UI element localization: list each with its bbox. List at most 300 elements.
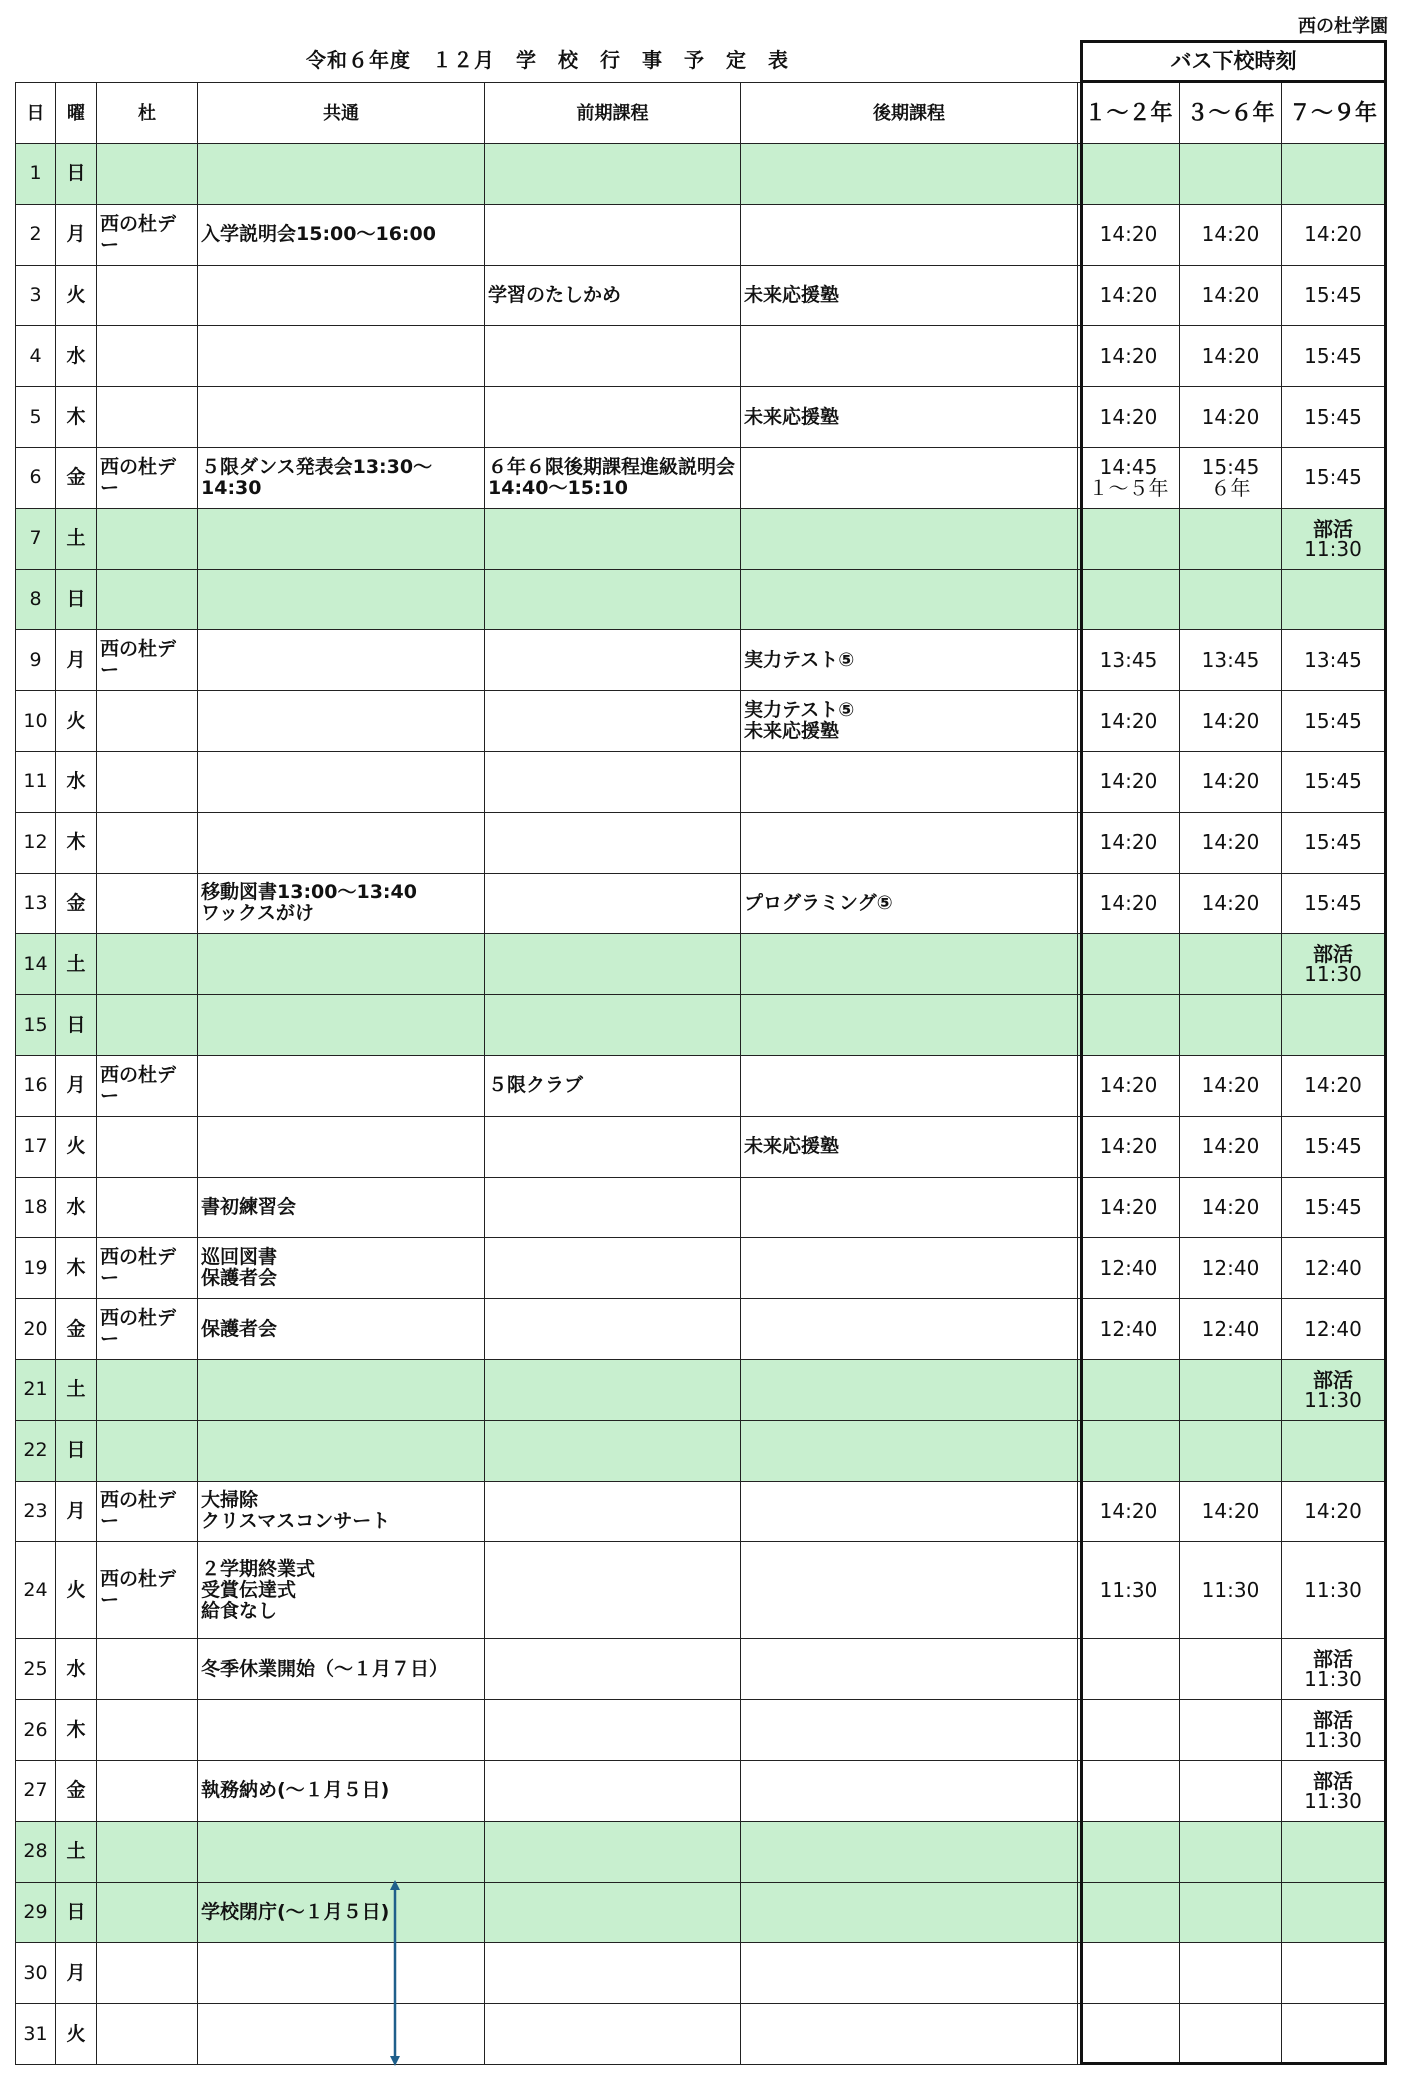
bus12-cell: 12:40 [1078,1238,1180,1299]
early-cell: ５限クラブ [485,1055,741,1116]
early-cell [485,691,741,752]
common-cell: 移動図書13:00～13:40 ワックスがけ [198,873,485,934]
bus79-cell: 15:45 [1282,447,1385,508]
late-cell [741,812,1078,873]
bus79-cell: 部活 11:30 [1282,934,1385,995]
table-row [16,1177,1385,1238]
bus79-cell: 13:45 [1282,630,1385,691]
day-cell: 28 [16,1821,56,1882]
common-cell: 大掃除 クリスマスコンサート [198,1481,485,1542]
early-cell [485,1639,741,1700]
early-cell [485,934,741,995]
mori-cell: 西の杜デー [97,1299,198,1360]
common-cell [198,1821,485,1882]
common-cell [198,508,485,569]
common-cell [198,144,485,205]
early-cell [485,1116,741,1177]
late-cell [741,144,1078,205]
common-cell [198,630,485,691]
bus36-cell: 14:20 [1180,387,1282,448]
bus36-cell: 12:40 [1180,1299,1282,1360]
mori-cell [97,326,198,387]
bus12-cell: 14:20 [1078,1116,1180,1177]
bus12-cell [1078,1760,1180,1821]
early-cell [485,508,741,569]
weekday-cell: 水 [56,1639,97,1700]
bus79-cell: 12:40 [1282,1238,1385,1299]
early-cell [485,1882,741,1943]
col-bus36-header: ３～６年 [1180,83,1282,144]
common-cell: ５限ダンス発表会13:30～14:30 [198,447,485,508]
early-cell [485,2004,741,2065]
col-mori-header: 杜 [97,83,198,144]
mori-cell [97,1116,198,1177]
late-cell [741,1359,1078,1420]
table-row [16,1760,1385,1821]
late-cell [741,995,1078,1056]
late-cell: プログラミング⑤ [741,873,1078,934]
weekday-cell: 火 [56,2004,97,2065]
bus36-cell: 14:20 [1180,1481,1282,1542]
mori-cell [97,1760,198,1821]
weekday-cell: 火 [56,265,97,326]
late-cell [741,447,1078,508]
bus36-cell: 14:20 [1180,873,1282,934]
table-row [16,326,1385,387]
bus12-cell [1078,569,1180,630]
bus79-cell [1282,995,1385,1056]
bus36-cell: 11:30 [1180,1542,1282,1639]
common-cell [198,1359,485,1420]
bus79-cell: 15:45 [1282,265,1385,326]
col-weekday-header: 曜 [56,83,97,144]
weekday-cell: 水 [56,326,97,387]
bus36-cell [1180,1639,1282,1700]
weekday-cell: 金 [56,1299,97,1360]
table-row [16,204,1385,265]
bus36-cell: 14:20 [1180,1055,1282,1116]
bus79-cell: 15:45 [1282,873,1385,934]
early-cell [485,1238,741,1299]
bus36-cell: 12:40 [1180,1238,1282,1299]
mori-cell [97,934,198,995]
day-cell: 26 [16,1700,56,1761]
day-cell: 12 [16,812,56,873]
late-cell [741,1420,1078,1481]
bus12-cell [1078,1639,1180,1700]
day-cell: 5 [16,387,56,448]
col-bus12-header: １～２年 [1078,83,1180,144]
late-cell: 実力テスト⑤ 未来応援塾 [741,691,1078,752]
bus36-cell: 14:20 [1180,326,1282,387]
bus36-cell [1180,1943,1282,2004]
early-cell [485,1177,741,1238]
day-cell: 8 [16,569,56,630]
weekday-cell: 火 [56,1116,97,1177]
early-cell [485,873,741,934]
late-cell [741,1055,1078,1116]
bus79-cell: 15:45 [1282,751,1385,812]
early-cell [485,1359,741,1420]
early-cell [485,995,741,1056]
bus36-cell: 13:45 [1180,630,1282,691]
bus79-cell [1282,144,1385,205]
bus36-cell [1180,1700,1282,1761]
table-row [16,751,1385,812]
bus79-cell: 部活 11:30 [1282,1359,1385,1420]
bus36-cell [1180,1821,1282,1882]
common-cell: 巡回図書 保護者会 [198,1238,485,1299]
day-cell: 29 [16,1882,56,1943]
mori-cell [97,751,198,812]
weekday-cell: 月 [56,204,97,265]
late-cell: 未来応援塾 [741,387,1078,448]
mori-cell [97,2004,198,2065]
day-cell: 2 [16,204,56,265]
late-cell [741,1238,1078,1299]
bus12-cell: 14:20 [1078,265,1180,326]
common-cell: ２学期終業式 受賞伝達式 給食なし [198,1542,485,1639]
table-row [16,1821,1385,1882]
common-cell: 保護者会 [198,1299,485,1360]
bus12-cell [1078,1700,1180,1761]
bus12-cell: 11:30 [1078,1542,1180,1639]
bus12-cell [1078,2004,1180,2065]
weekday-cell: 水 [56,751,97,812]
table-row [16,1359,1385,1420]
day-cell: 30 [16,1943,56,2004]
table-row [16,630,1385,691]
late-cell [741,1299,1078,1360]
early-cell [485,1542,741,1639]
early-cell [485,630,741,691]
bus79-cell [1282,1420,1385,1481]
bus12-cell: 14:20 [1078,1055,1180,1116]
day-cell: 15 [16,995,56,1056]
table-row [16,1542,1385,1639]
col-bus79-header: ７～９年 [1282,83,1385,144]
late-cell [741,1700,1078,1761]
bus12-cell [1078,1420,1180,1481]
bus79-cell: 12:40 [1282,1299,1385,1360]
table-row [16,934,1385,995]
bus12-cell [1078,995,1180,1056]
table-row [16,1238,1385,1299]
weekday-cell: 水 [56,1177,97,1238]
header-row [16,83,1385,144]
bus12-cell: 14:20 [1078,1177,1180,1238]
weekday-cell: 火 [56,691,97,752]
day-cell: 31 [16,2004,56,2065]
col-day-header: 日 [16,83,56,144]
mori-cell [97,1420,198,1481]
day-cell: 11 [16,751,56,812]
late-cell [741,1639,1078,1700]
bus12-cell: 14:20 [1078,873,1180,934]
bus36-cell [1180,995,1282,1056]
bus12-cell [1078,1821,1180,1882]
common-cell [198,569,485,630]
bus36-cell: 14:20 [1180,204,1282,265]
early-cell: 学習のたしかめ [485,265,741,326]
day-cell: 24 [16,1542,56,1639]
bus79-cell: 14:20 [1282,1055,1385,1116]
table-row [16,1943,1385,2004]
bus79-cell [1282,2004,1385,2065]
table-row [16,265,1385,326]
common-cell [198,1420,485,1481]
late-cell [741,2004,1078,2065]
table-row [16,447,1385,508]
table-row [16,1481,1385,1542]
mori-cell [97,1700,198,1761]
early-cell [485,326,741,387]
bus79-cell [1282,1821,1385,1882]
day-cell: 14 [16,934,56,995]
bus12-cell: 14:45 １～５年 [1078,447,1180,508]
weekday-cell: 金 [56,447,97,508]
late-cell [741,1943,1078,2004]
early-cell [485,1700,741,1761]
weekday-cell: 金 [56,873,97,934]
mori-cell [97,691,198,752]
bus12-cell: 14:20 [1078,812,1180,873]
bus12-cell: 13:45 [1078,630,1180,691]
bus79-cell: 部活 11:30 [1282,508,1385,569]
bus79-cell: 部活 11:30 [1282,1639,1385,1700]
bus36-cell [1180,2004,1282,2065]
bus79-cell: 15:45 [1282,1177,1385,1238]
bus12-cell [1078,1943,1180,2004]
common-cell: 入学説明会15:00～16:00 [198,204,485,265]
early-cell [485,204,741,265]
weekday-cell: 金 [56,1760,97,1821]
table-row [16,1299,1385,1360]
weekday-cell: 木 [56,812,97,873]
weekday-cell: 土 [56,1359,97,1420]
bus12-cell [1078,508,1180,569]
bus79-cell: 14:20 [1282,1481,1385,1542]
day-cell: 20 [16,1299,56,1360]
bus79-cell: 15:45 [1282,812,1385,873]
common-cell [198,2004,485,2065]
day-cell: 6 [16,447,56,508]
mori-cell [97,812,198,873]
day-cell: 25 [16,1639,56,1700]
bus36-cell [1180,1760,1282,1821]
bus36-cell [1180,1359,1282,1420]
mori-cell [97,144,198,205]
weekday-cell: 土 [56,508,97,569]
common-cell [198,812,485,873]
mori-cell: 西の杜デー [97,1055,198,1116]
school-name: 西の杜学園 [1298,16,1388,37]
bus12-cell [1078,934,1180,995]
bus79-cell: 15:45 [1282,691,1385,752]
common-cell: 執務納め(～１月５日) [198,1760,485,1821]
bus79-cell: 14:20 [1282,204,1385,265]
day-cell: 4 [16,326,56,387]
mori-cell: 西の杜デー [97,630,198,691]
page-title: 令和６年度 １２月 学 校 行 事 予 定 表 [306,48,789,72]
mori-cell: 西の杜デー [97,1481,198,1542]
bus12-cell [1078,1359,1180,1420]
mori-cell [97,569,198,630]
day-cell: 9 [16,630,56,691]
weekday-cell: 月 [56,1481,97,1542]
bus12-cell: 14:20 [1078,387,1180,448]
table-row [16,873,1385,934]
bus36-cell [1180,144,1282,205]
mori-cell [97,873,198,934]
day-cell: 3 [16,265,56,326]
late-cell [741,508,1078,569]
bus36-cell: 15:45 ６年 [1180,447,1282,508]
early-cell: ６年６限後期課程進級説明会 14:40～15:10 [485,447,741,508]
bus36-cell [1180,1882,1282,1943]
weekday-cell: 土 [56,1821,97,1882]
bus12-cell: 14:20 [1078,691,1180,752]
bus12-cell [1078,1882,1180,1943]
early-cell [485,1821,741,1882]
early-cell [485,812,741,873]
bus12-cell: 14:20 [1078,751,1180,812]
early-cell [485,1943,741,2004]
early-cell [485,1760,741,1821]
weekday-cell: 日 [56,1420,97,1481]
common-cell [198,1055,485,1116]
table-row [16,1420,1385,1481]
late-cell: 実力テスト⑤ [741,630,1078,691]
table-row [16,995,1385,1056]
common-cell: 書初練習会 [198,1177,485,1238]
mori-cell [97,995,198,1056]
late-cell [741,1481,1078,1542]
bus79-cell [1282,569,1385,630]
weekday-cell: 月 [56,1055,97,1116]
bus79-cell: 11:30 [1282,1542,1385,1639]
early-cell [485,387,741,448]
day-cell: 1 [16,144,56,205]
common-cell [198,691,485,752]
common-cell [198,1943,485,2004]
common-cell [198,751,485,812]
mori-cell [97,1821,198,1882]
table-row [16,508,1385,569]
late-cell: 未来応援塾 [741,265,1078,326]
day-cell: 18 [16,1177,56,1238]
col-common-header: 共通 [198,83,485,144]
mori-cell: 西の杜デー [97,1542,198,1639]
weekday-cell: 木 [56,387,97,448]
weekday-cell: 火 [56,1542,97,1639]
mori-cell [97,1882,198,1943]
bus12-cell: 14:20 [1078,204,1180,265]
late-cell [741,326,1078,387]
early-cell [485,1420,741,1481]
day-cell: 7 [16,508,56,569]
common-cell [198,326,485,387]
mori-cell [97,1177,198,1238]
weekday-cell: 日 [56,569,97,630]
common-cell: 冬季休業開始（～１月７日） [198,1639,485,1700]
bus12-cell: 14:20 [1078,1481,1180,1542]
bus36-cell [1180,934,1282,995]
mori-cell: 西の杜デー [97,204,198,265]
mori-cell [97,387,198,448]
weekday-cell: 木 [56,1238,97,1299]
weekday-cell: 月 [56,1943,97,2004]
table-row [16,1639,1385,1700]
bus12-cell: 12:40 [1078,1299,1180,1360]
late-cell [741,204,1078,265]
weekday-cell: 日 [56,1882,97,1943]
bus36-cell: 14:20 [1180,751,1282,812]
bus12-cell [1078,144,1180,205]
late-cell [741,1542,1078,1639]
weekday-cell: 木 [56,1700,97,1761]
bus-schedule-heading: バス下校時刻 [1080,40,1387,80]
bus36-cell: 14:20 [1180,691,1282,752]
mori-cell [97,1359,198,1420]
closure-period-arrow [385,1878,405,2068]
bus79-cell: 部活 11:30 [1282,1760,1385,1821]
weekday-cell: 日 [56,144,97,205]
early-cell [485,569,741,630]
day-cell: 10 [16,691,56,752]
common-cell [198,387,485,448]
col-early-header: 前期課程 [485,83,741,144]
bus79-cell: 15:45 [1282,1116,1385,1177]
weekday-cell: 土 [56,934,97,995]
col-late-header: 後期課程 [741,83,1078,144]
common-cell [198,1700,485,1761]
bus36-cell: 14:20 [1180,265,1282,326]
common-cell [198,1116,485,1177]
day-cell: 19 [16,1238,56,1299]
common-cell [198,265,485,326]
late-cell [741,751,1078,812]
day-cell: 23 [16,1481,56,1542]
weekday-cell: 日 [56,995,97,1056]
table-row [16,2004,1385,2065]
early-cell [485,751,741,812]
table-row [16,691,1385,752]
table-row [16,812,1385,873]
bus79-cell: 部活 11:30 [1282,1700,1385,1761]
table-row [16,569,1385,630]
common-cell: 学校閉庁(～１月５日) [198,1882,485,1943]
late-cell [741,1177,1078,1238]
early-cell [485,1481,741,1542]
bus36-cell [1180,569,1282,630]
bus36-cell: 14:20 [1180,1177,1282,1238]
mori-cell [97,1639,198,1700]
day-cell: 21 [16,1359,56,1420]
table-row [16,1055,1385,1116]
bus12-cell: 14:20 [1078,326,1180,387]
late-cell [741,1760,1078,1821]
schedule-table [15,82,1385,2065]
day-cell: 22 [16,1420,56,1481]
mori-cell: 西の杜デー [97,1238,198,1299]
late-cell: 未来応援塾 [741,1116,1078,1177]
bus36-cell: 14:20 [1180,1116,1282,1177]
bus79-cell [1282,1943,1385,2004]
bus79-cell: 15:45 [1282,326,1385,387]
mori-cell: 西の杜デー [97,447,198,508]
late-cell [741,1821,1078,1882]
